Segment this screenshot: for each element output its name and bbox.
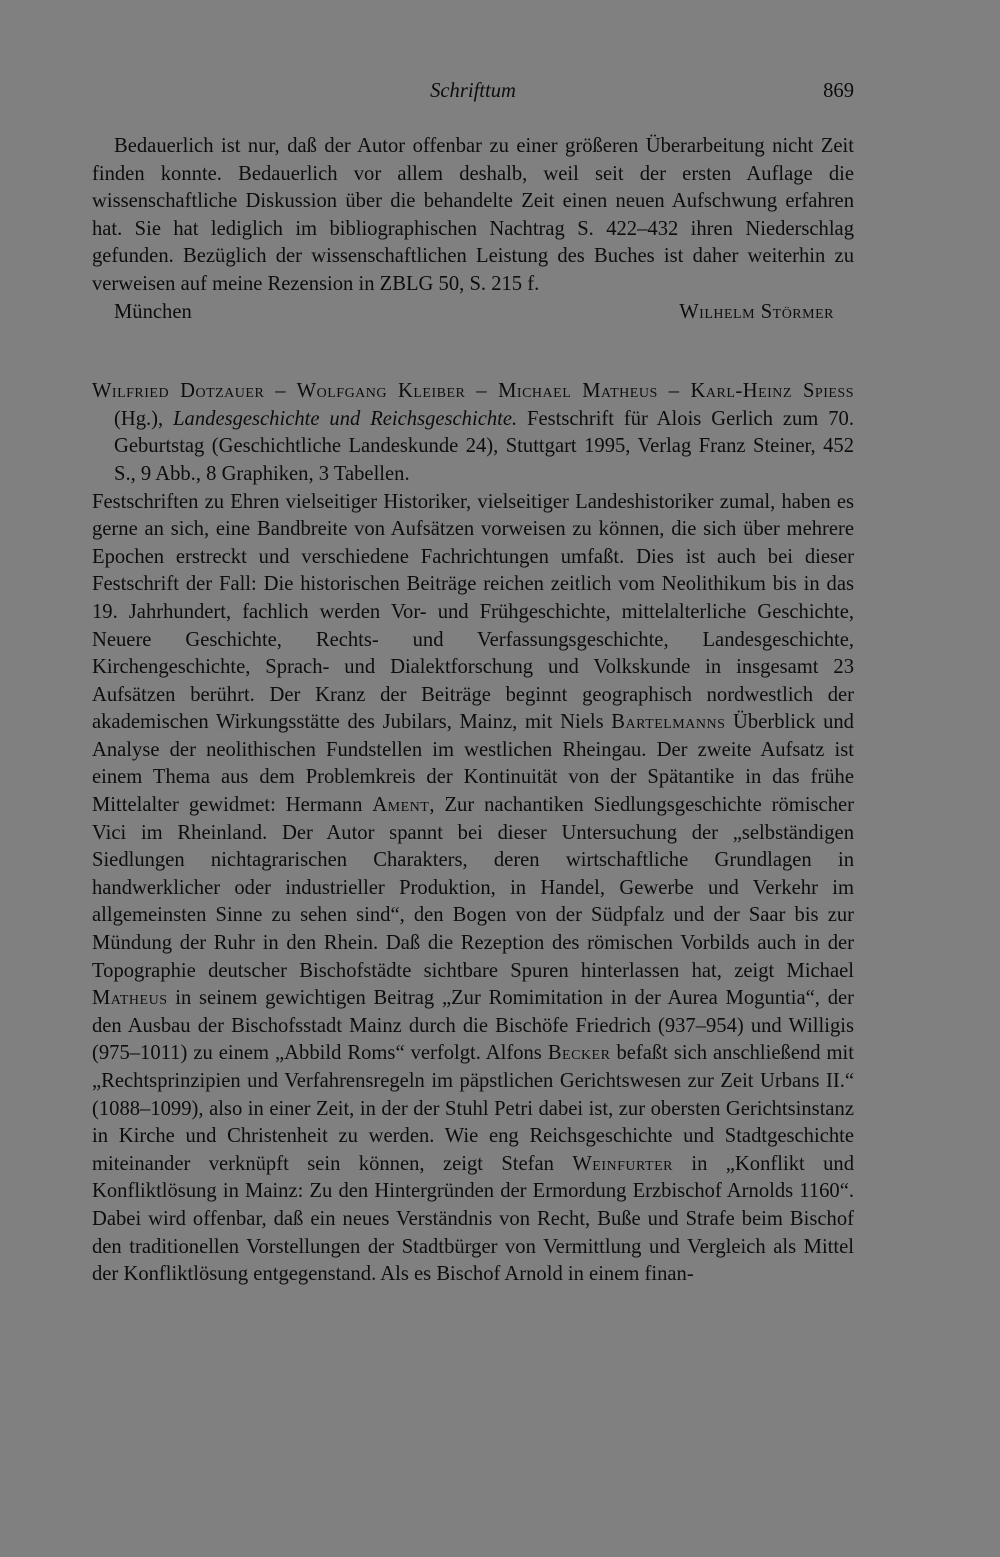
review-text: Festschriften zu Ehren vielseitiger Historiker, vielseitiger Landeshistoriker zumal, haben es gerne an sich, eine Bandbreite von Aufsätzen vorweisen zu können, die sich über mehrere Epochen erstreckt und verschiedene Fachrichtungen umfaßt. Dies ist auch bei dieser Festschrift der Fall: Die historischen Beiträge reichen zeitlich vom Neolithikum bis in das 19. Jahrhundert, fachlich werden Vor- und Frühgeschichte, mittelalterliche Geschichte, Neuere Geschichte, Rechts- und Verfassungsgeschichte, Landesgeschichte, Kirchengeschichte, Sprach- und Dialektforschung und Volkskunde in insgesamt 23 Aufsätzen berührt. Der Kranz der Beiträge beginnt geographisch nordwestlich der akademischen Wirkungsstätte des Jubilars, Mainz, mit Niels [92,490,854,734]
review-text: , Zur nachantiken Siedlungsgeschichte römischer Vici im Rheinland. Der Autor spannt bei dieser Untersuchung der „selbständigen Siedlungen nichtagrarischen Charakters, deren wirtschaftliche Grundlagen in handwerklicher oder industrieller Produktion, in Handel, Gewerbe und Verkehr im allgemeinsten Sinne zu sehen sind“, den Bogen von der Südpfalz und der Saar bis zur Mündung der Ruhr in den Rhein. Daß die Rezeption des römischen Vorbilds auch in der Topographie deutscher Bischofstädte sichtbare Spuren hinterlassen hat, zeigt Michael [92,794,854,982]
review-text: in „Konflikt und Konfliktlösung in Mainz: Zu den Hintergründen der Ermordung Erzbischof Arnolds 1160“. Dabei wird offenbar, daß ein neues Verständnis von Recht, Buße und Strafe beim Bischof den traditionellen Vorstellungen der Stadtbürger von Vermittlung und Vergleich als Mittel der Konfliktlösung entgegenstand. Als es Bischof Arnold in einem finan- [92,1152,855,1286]
author-name: Ament [372,794,430,817]
signature-reviewer: Wilhelm Störmer [679,300,834,323]
signature-place: München [114,300,192,323]
running-header [92,78,854,106]
author-name: Becker [547,1042,611,1065]
author-name: Matheus [92,987,168,1010]
review-body [92,489,854,1289]
review-signature [92,299,854,327]
author-name: Bartelmanns [611,711,726,734]
author-name: Weinfurter [572,1152,673,1175]
running-title: Schrifttum [430,80,516,102]
bib-title: Landesgeschichte und Reichsgeschichte. [173,407,518,430]
review-text: Überblick und Analyse der neolithischen Fundstellen im westlichen Rheingau. Der zweite Aufsatz ist einem Thema aus dem Problemkreis der Kontinuität von der Spätantike in das frühe Mittelalter gewidmet: Hermann [92,711,854,817]
book-page [92,78,854,1289]
previous-review-paragraph: Bedauerlich ist nur, daß der Autor offenbar zu einer größeren Überarbeitung nicht Zeit finden konnte. Bedauerlich vor allem deshalb, weil seit der ersten Auflage die wissenschaftliche Diskussion über die behandelte Zeit einen neuen Aufschwung erfahren hat. Sie hat lediglich im bibliographischen Nachtrag S. 422–432 ihren Niederschlag gefunden. Bezüglich der wissenschaftlichen Leistung des Buches ist daher weiterhin zu verweisen auf meine Rezension in ZBLG 50, S. 215 f. [92,135,854,295]
bibliographic-entry [92,378,854,488]
bib-authors: Wilfried Dotzauer – Wolfgang Kleiber – Michael Matheus – Karl-Heinz Spiess [92,380,854,403]
page-number: 869 [823,80,854,102]
review-text: in seinem gewichtigen Beitrag „Zur Romimitation in der Aurea Moguntia“, der den Ausbau der Bischofsstadt Mainz durch die Bischöfe Friedrich (937–954) und Willigis (975–1011) zu einem „Abbild Roms“ verfolgt. Alfons [92,987,854,1065]
review-text: befaßt sich anschließend mit „Rechtsprinzipien und Verfahrensregeln im päpstlichen Gerichtswesen zur Zeit Urbans II.“ (1088–1099), also in einer Zeit, in der der Stuhl Petri dabei ist, zur obersten Gerichtsinstanz in Kirche und Christenheit zu werden. Wie eng Reichsgeschichte und Stadtgeschichte miteinander verknüpft sein können, zeigt Stefan [92,1042,854,1175]
bib-details: Festschrift für Alois Gerlich zum 70. Geburtstag (Geschichtliche Landeskunde 24), Stuttgart 1995, Verlag Franz Steiner, 452 S., 9 Abb., 8 Graphiken, 3 Tabellen. [114,407,854,485]
bib-editor-suffix: (Hg.), [114,407,174,430]
